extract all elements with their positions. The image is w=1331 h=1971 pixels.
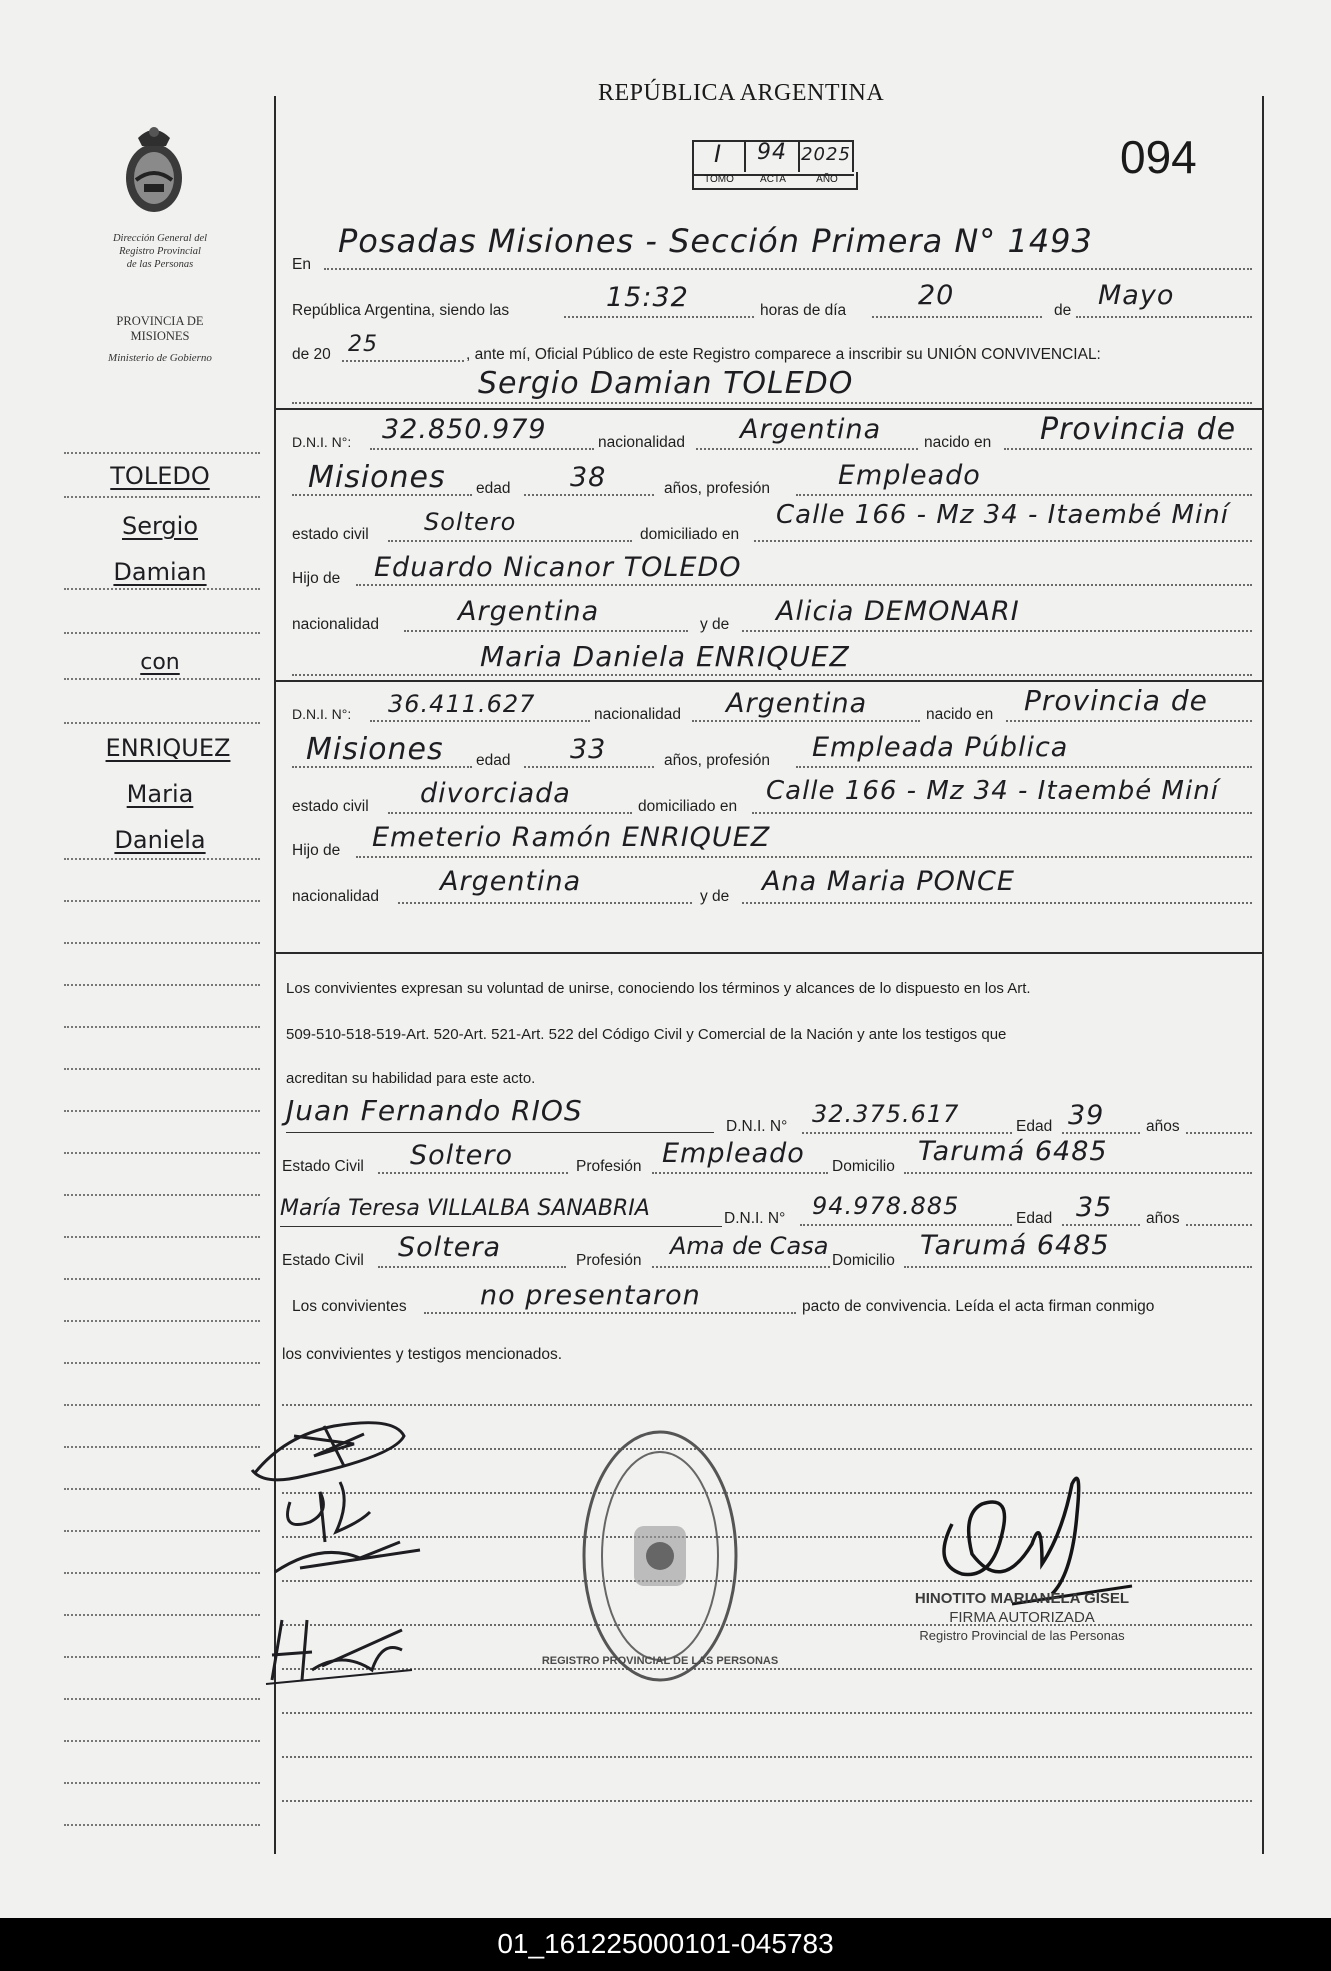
year-prefix: de 20 [292, 346, 331, 363]
intro-place: Posadas Misiones - Sección Primera N° 1493 [338, 222, 1093, 260]
w1-profesion-label: Profesión [576, 1158, 642, 1175]
anio-value: 2025 [801, 144, 851, 165]
coat-of-arms-icon [118, 118, 190, 218]
p2-domicilio-label: domiciliado en [638, 798, 738, 815]
p2-nacionalidad: Argentina [726, 688, 868, 719]
p2-edad: 33 [570, 734, 607, 765]
official-stamp [892, 1590, 1152, 1643]
p2-padre-nac-label: nacionalidad [292, 888, 380, 905]
footer-bar [0, 1918, 1331, 1971]
p1-edad-label: edad [476, 480, 511, 497]
w1-name: Juan Fernando RIOS [286, 1094, 583, 1127]
p1-domicilio-label: domiciliado en [640, 526, 740, 543]
w1-estado-label: Estado Civil [282, 1158, 364, 1175]
w2-name: María Teresa VILLALBA SANABRIA [280, 1196, 650, 1221]
p2-domicilio: Calle 166 - Mz 34 - Itaembé Miní [766, 776, 1219, 806]
closing-pacto-status: no presentaron [480, 1280, 701, 1311]
p2-dni: 36.411.627 [388, 690, 536, 718]
comparece-text: , ante mí, Oficial Público de este Registro comparece a inscribir su UNIÓN CONVIVENCIAL: [466, 346, 1101, 363]
closing-convivientes-label: Los convivientes [292, 1298, 407, 1315]
w2-dni: 94.978.885 [812, 1192, 960, 1220]
sidebar-connector: con [140, 650, 180, 675]
ministry-name: Ministerio de Gobierno [108, 352, 212, 364]
country-title: REPÚBLICA ARGENTINA [598, 80, 885, 106]
sidebar-name2-first: Maria [126, 780, 194, 808]
p2-hijo-label: Hijo de [292, 842, 341, 859]
sidebar-name2-middle: Daniela [114, 826, 206, 854]
p1-nacido-en-1: Provincia de [1040, 412, 1237, 447]
signature-3-icon [262, 1610, 422, 1690]
province-name: PROVINCIA DE MISIONES [116, 314, 204, 343]
p1-nac-label: nacionalidad [598, 434, 686, 451]
intro-day: 20 [918, 280, 955, 311]
w2-profesion-label: Profesión [576, 1252, 642, 1269]
p1-padre-nac: Argentina [458, 596, 600, 627]
p2-dni-label: D.N.I. N°: [292, 706, 352, 722]
statement-line1: Los convivientes expresan su voluntad de unirse, conociendo los términos y alcances de lo dispuesto en los Art. [286, 980, 1031, 997]
p1-edad: 38 [570, 462, 607, 493]
p1-nacido-label: nacido en [924, 434, 992, 451]
closing-line2: los convivientes y testigos mencionados. [282, 1346, 563, 1363]
intro-time: 15:32 [606, 282, 689, 313]
anio-label: AÑO [816, 174, 838, 185]
official-stamp-line2: FIRMA AUTORIZADA [949, 1609, 1095, 1626]
sidebar-name1-surname: TOLEDO [110, 462, 210, 490]
w2-domicilio: Tarumá 6485 [920, 1230, 1110, 1261]
p1-y-de-label: y de [700, 616, 730, 633]
p1-estado: Soltero [424, 508, 517, 536]
agency-name: Dirección General del Registro Provincial de las Personas [112, 233, 208, 270]
acta-number: 094 [1120, 131, 1197, 183]
p1-padre: Eduardo Nicanor TOLEDO [374, 552, 742, 583]
intro-month: Mayo [1098, 280, 1175, 311]
statement-line3: acreditan su habilidad para este acto. [286, 1070, 536, 1087]
p2-madre: Ana Maria PONCE [762, 866, 1015, 897]
p1-nacido-en-2: Misiones [308, 460, 446, 495]
p2-profesion-label: años, profesión [664, 752, 770, 769]
p1-dni-label: D.N.I. N°: [292, 434, 352, 450]
tomo-acta-box [692, 140, 854, 188]
tomo-label: TOMO [704, 174, 734, 185]
signature-2-icon [270, 1462, 430, 1592]
p2-profesion: Empleada Pública [812, 732, 1069, 763]
w2-dni-label: D.N.I. N° [724, 1210, 786, 1227]
w2-edad: 35 [1076, 1192, 1113, 1223]
w1-anos-label: años [1146, 1118, 1180, 1135]
p2-padre-nac: Argentina [440, 866, 582, 897]
acta-label: ACTA [760, 174, 786, 185]
p1-nacionalidad: Argentina [740, 414, 882, 445]
tomo-value: I [713, 140, 723, 168]
w1-edad-label: Edad [1016, 1118, 1053, 1135]
year-suffix: 25 [348, 332, 378, 357]
p1-profesion-label: años, profesión [664, 480, 770, 497]
w2-anos-label: años [1146, 1210, 1180, 1227]
p1-profesion: Empleado [838, 460, 981, 491]
w1-estado: Soltero [410, 1140, 513, 1171]
p2-estado: divorciada [420, 778, 571, 809]
p2-nac-label: nacionalidad [594, 706, 682, 723]
p1-estado-label: estado civil [292, 526, 369, 543]
p1-domicilio: Calle 166 - Mz 34 - Itaembé Miní [776, 500, 1229, 530]
p2-edad-label: edad [476, 752, 511, 769]
person1-full-name: Sergio Damian TOLEDO [478, 366, 854, 401]
p2-y-de-label: y de [700, 888, 730, 905]
round-stamp-text: REGISTRO PROVINCIAL DE LAS PERSONAS [541, 1655, 779, 1667]
p1-padre-nac-label: nacionalidad [292, 616, 380, 633]
w1-domicilio: Tarumá 6485 [918, 1136, 1108, 1167]
footer-code: 01_161225000101-045783 [497, 1928, 834, 1959]
en-label: En [292, 256, 311, 273]
p2-nacido-en-2: Misiones [306, 732, 444, 767]
w1-edad: 39 [1068, 1100, 1105, 1131]
sidebar-name1-first: Sergio [121, 512, 199, 540]
siendo-label: República Argentina, siendo las [292, 302, 510, 319]
round-stamp-icon [541, 1426, 779, 1686]
w2-profesion: Ama de Casa [670, 1232, 829, 1260]
w2-domicilio-label: Domicilio [832, 1252, 895, 1269]
w1-profesion: Empleado [662, 1138, 805, 1169]
w1-dni: 32.375.617 [812, 1100, 960, 1128]
sidebar-name1-middle: Damian [113, 558, 207, 586]
p2-padre: Emeterio Ramón ENRIQUEZ [372, 822, 771, 853]
p2-estado-label: estado civil [292, 798, 369, 815]
sidebar-name2-surname: ENRIQUEZ [105, 734, 231, 762]
p2-nacido-en-1: Provincia de [1024, 684, 1208, 717]
p1-madre: Alicia DEMONARI [776, 596, 1020, 627]
w2-estado-label: Estado Civil [282, 1252, 364, 1269]
official-stamp-line1: HINOTITO MARIANELA GISEL [914, 1590, 1130, 1607]
official-stamp-line3: Registro Provincial de las Personas [919, 1628, 1125, 1643]
p2-nacido-label: nacido en [926, 706, 994, 723]
w1-domicilio-label: Domicilio [832, 1158, 895, 1175]
acta-value: 94 [757, 140, 787, 165]
closing-pacto-text: pacto de convivencia. Leída el acta firman conmigo [802, 1298, 1155, 1315]
person2-full-name: Maria Daniela ENRIQUEZ [480, 640, 850, 673]
horas-label: horas de día [760, 302, 847, 319]
de-label: de [1054, 302, 1072, 319]
p1-hijo-label: Hijo de [292, 570, 341, 587]
p1-dni: 32.850.979 [382, 414, 547, 445]
w2-estado: Soltera [398, 1232, 502, 1263]
statement-line2: 509-510-518-519-Art. 520-Art. 521-Art. 522 del Código Civil y Comercial de la Nación y ante los testigos que [286, 1026, 1007, 1043]
w2-edad-label: Edad [1016, 1210, 1053, 1227]
w1-dni-label: D.N.I. N° [726, 1118, 788, 1135]
